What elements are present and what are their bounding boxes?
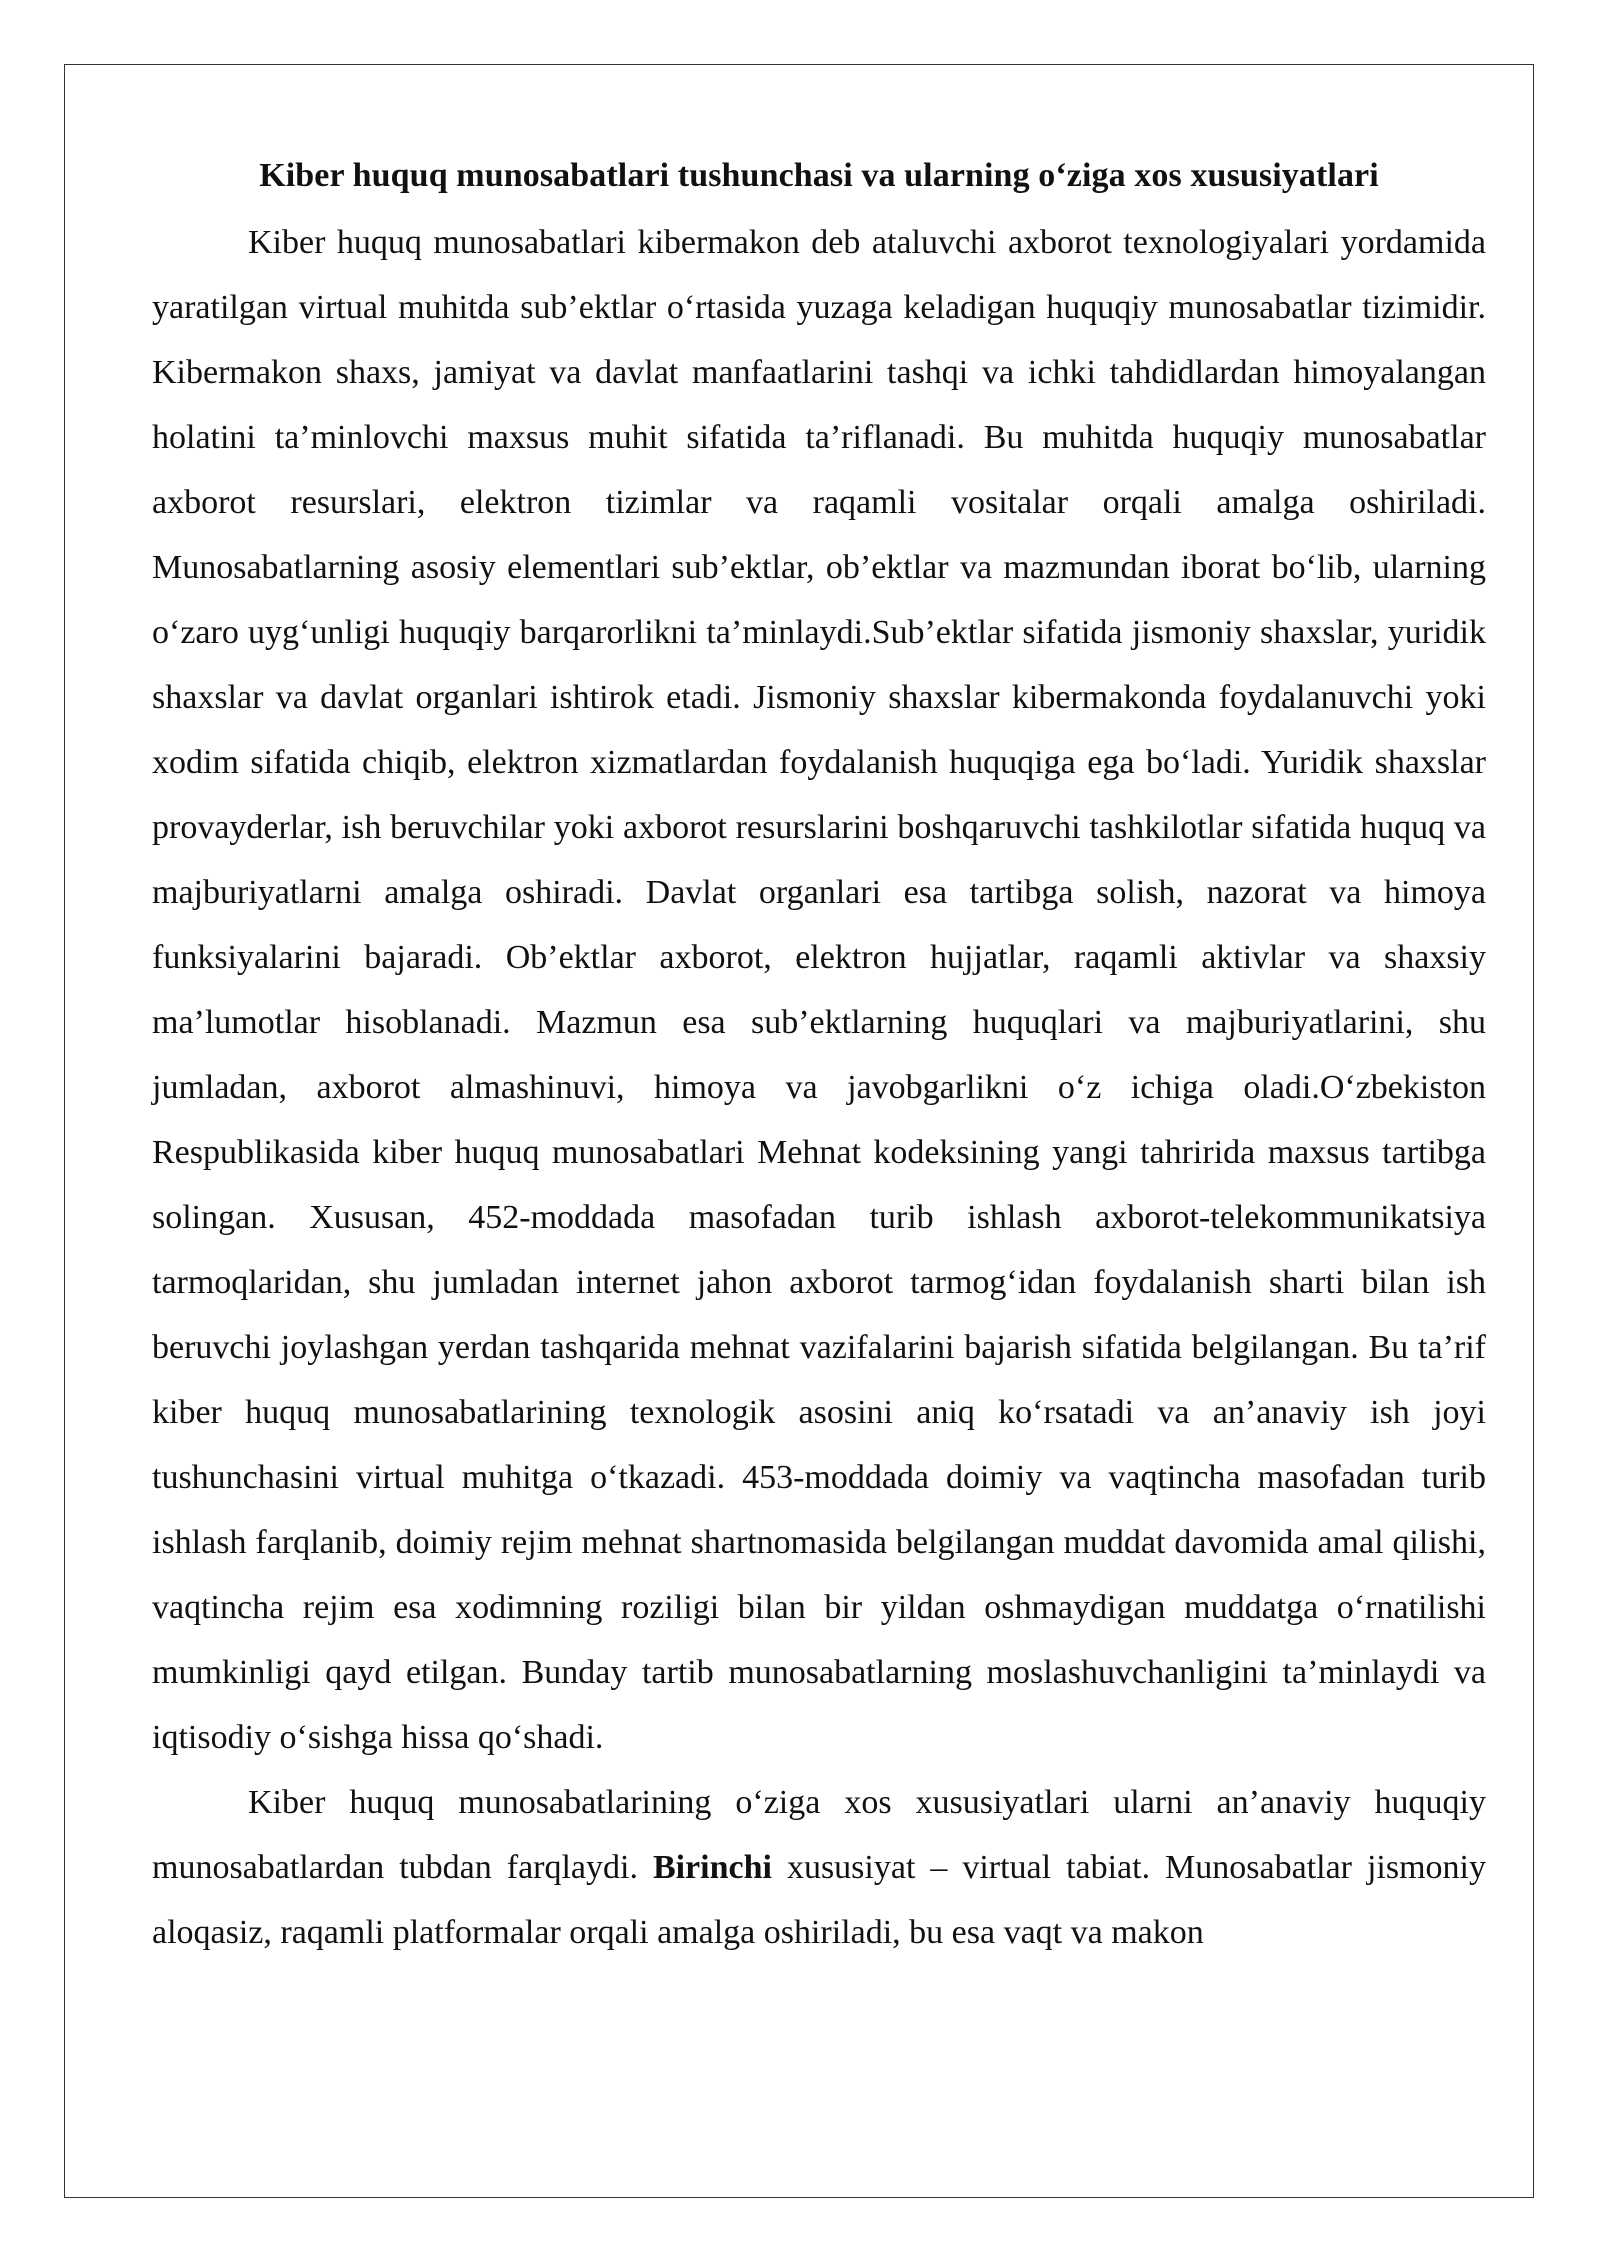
paragraph-2	[152, 1770, 1486, 1965]
document-title: Kiber huquq munosabatlari tushunchasi va ularning o‘ziga xos xususiyatlari	[259, 157, 1379, 194]
paragraph-2-text-start: Kiber huquq munosabatlarining o‘ziga xos xususiyatlari ularni an’anaviy huquqiy munosabatlardan tubdan farqlaydi.	[152, 1784, 1486, 1886]
paragraph-2-text-end: xususiyat – virtual tabiat. Munosabatlar jismoniy aloqasiz, raqamli platformalar orqali amalga oshiriladi, bu esa vaqt va makon	[152, 1849, 1486, 1951]
paragraph-2-bold-term: Birinchi	[652, 1849, 772, 1886]
paragraph-1: Kiber huquq munosabatlari kibermakon deb ataluvchi axborot texnologiyalari yordamida yaratilgan virtual muhitda sub’ektlar o‘rtasida yuzaga keladigan huquqiy munosabatlar tizimidir. Kibermakon shaxs, jamiyat va davlat manfaatlarini tashqi va ichki tahdidlardan himoyalangan holatini ta’minlovchi maxsus muhit sifatida ta’riflanadi. Bu muhitda huquqiy munosabatlar axborot resurslari, elektron tizimlar va raqamli vositalar orqali amalga oshiriladi. Munosabatlarning asosiy elementlari sub’ektlar, ob’ektlar va mazmundan iborat bo‘lib, ularning o‘zaro uyg‘unligi huquqiy barqarorlikni ta’minlaydi.Sub’ektlar sifatida jismoniy shaxslar, yuridik shaxslar va davlat organlari ishtirok etadi. Jismoniy shaxslar kibermakonda foydalanuvchi yoki xodim sifatida chiqib, elektron xizmatlardan foydalanish huquqiga ega bo‘ladi. Yuridik shaxslar provayderlar, ish beruvchilar yoki axborot resurslarini boshqaruvchi tashkilotlar sifatida huquq va majburiyatlarni amalga oshiradi. Davlat organlari esa tartibga solish, nazorat va himoya funksiyalarini bajaradi. Ob’ektlar axborot, elektron hujjatlar, raqamli aktivlar va shaxsiy ma’lumotlar hisoblanadi. Mazmun esa sub’ektlarning huquqlari va majburiyatlarini, shu jumladan, axborot almashinuvi, himoya va javobgarlikni o‘z ichiga oladi.O‘zbekiston Respublikasida kiber huquq munosabatlari Mehnat kodeksining yangi tahririda maxsus tartibga solingan. Xususan, 452-moddada masofadan turib ishlash axborot-telekommunikatsiya tarmoqlaridan, shu jumladan internet jahon axborot tarmog‘idan foydalanish sharti bilan ish beruvchi joylashgan yerdan tashqarida mehnat vazifalarini bajarish sifatida belgilangan. Bu ta’rif kiber huquq munosabatlarining texnologik asosini aniq ko‘rsatadi va an’anaviy ish joyi tushunchasini virtual muhitga o‘tkazadi. 453-moddada doimiy va vaqtincha masofadan turib ishlash farqlanib, doimiy rejim mehnat shartnomasida belgilangan muddat davomida amal qilishi, vaqtincha rejim esa xodimning roziligi bilan bir yildan oshmaydigan muddatga o‘rnatilishi mumkinligi qayd etilgan. Bunday tartib munosabatlarning moslashuvchanligini ta’minlaydi va iqtisodiy o‘sishga hissa qo‘shadi.	[152, 224, 1486, 1756]
document-body	[152, 150, 1486, 1965]
